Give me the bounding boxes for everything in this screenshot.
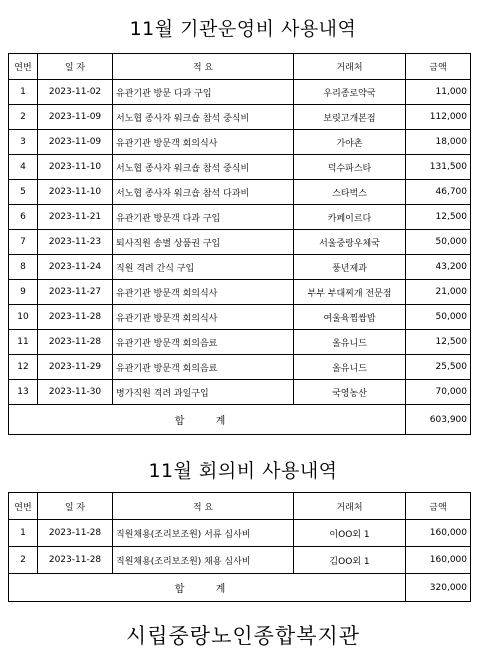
row-description: 유관기관 방문객 회의식사 (113, 130, 294, 155)
row-date: 2023-11-02 (38, 80, 113, 105)
row-date: 2023-11-30 (38, 380, 113, 405)
row-date: 2023-11-28 (38, 547, 113, 574)
row-vendor: 이OO외 1 (294, 520, 406, 547)
row-description: 서노협 종사자 워크숍 참석 다과비 (113, 180, 294, 205)
row-number: 7 (9, 230, 38, 255)
organization-name: 시립중랑노인종합복지관 (125, 624, 361, 648)
meeting-expenses-table (8, 492, 471, 602)
row-amount: 11,000 (406, 80, 471, 105)
row-vendor: 국영농산 (294, 380, 406, 405)
row-description: 유관기관 방문객 회의음료 (113, 330, 294, 355)
column-header-date: 일 자 (38, 54, 113, 80)
row-vendor: 서울중랑우체국 (294, 230, 406, 255)
column-header-description: 적 요 (113, 54, 294, 80)
row-vendor: 여울육찜쌈밥 (294, 305, 406, 330)
table-row (9, 80, 471, 105)
table-row (9, 130, 471, 155)
row-date: 2023-11-23 (38, 230, 113, 255)
table-row (9, 305, 471, 330)
row-number: 1 (9, 520, 38, 547)
row-description: 직원 격려 간식 구입 (113, 255, 294, 280)
row-number: 9 (9, 280, 38, 305)
row-number: 6 (9, 205, 38, 230)
row-vendor: 올유니드 (294, 355, 406, 380)
row-amount: 112,000 (406, 105, 471, 130)
column-header-vendor: 거래처 (294, 54, 406, 80)
row-number: 10 (9, 305, 38, 330)
table-row (9, 105, 471, 130)
column-header-amount: 금액 (406, 493, 471, 520)
row-vendor: 가야촌 (294, 130, 406, 155)
row-description: 병가직원 격려 과일구입 (113, 380, 294, 405)
column-header-no: 연번 (9, 54, 38, 80)
row-description: 유관기관 방문 다과 구입 (113, 80, 294, 105)
operating-expenses-rows (9, 80, 471, 405)
table-header-row (9, 493, 471, 520)
row-vendor: 덕수파스타 (294, 155, 406, 180)
row-number: 5 (9, 180, 38, 205)
operating-expenses-table (8, 53, 471, 435)
table-row (9, 280, 471, 305)
table-row (9, 230, 471, 255)
row-number: 4 (9, 155, 38, 180)
row-amount: 70,000 (406, 380, 471, 405)
row-description: 서노협 종사자 워크숍 참석 중식비 (113, 105, 294, 130)
row-date: 2023-11-24 (38, 255, 113, 280)
total-amount: 320,000 (406, 574, 471, 602)
row-date: 2023-11-28 (38, 330, 113, 355)
row-date: 2023-11-28 (38, 305, 113, 330)
column-header-vendor: 거래처 (294, 493, 406, 520)
row-amount: 43,200 (406, 255, 471, 280)
row-description: 퇴사직원 송별 상품권 구입 (113, 230, 294, 255)
row-vendor: 보릿고개본점 (294, 105, 406, 130)
column-header-description: 적 요 (113, 493, 294, 520)
column-header-no: 연번 (9, 493, 38, 520)
row-vendor: 김OO외 1 (294, 547, 406, 574)
row-number: 13 (9, 380, 38, 405)
table-row (9, 180, 471, 205)
row-amount: 160,000 (406, 547, 471, 574)
table-row (9, 205, 471, 230)
total-row (9, 574, 471, 602)
row-description: 유관기관 방문객 회의식사 (113, 280, 294, 305)
row-date: 2023-11-10 (38, 155, 113, 180)
row-date: 2023-11-27 (38, 280, 113, 305)
row-date: 2023-11-29 (38, 355, 113, 380)
row-date: 2023-11-21 (38, 205, 113, 230)
row-amount: 160,000 (406, 520, 471, 547)
row-amount: 18,000 (406, 130, 471, 155)
row-date: 2023-11-10 (38, 180, 113, 205)
meeting-expenses-rows (9, 520, 471, 574)
row-date: 2023-11-09 (38, 130, 113, 155)
total-amount: 603,900 (406, 405, 471, 435)
row-number: 1 (9, 80, 38, 105)
row-description: 유관기관 방문객 회의음료 (113, 355, 294, 380)
row-vendor: 부부 부대찌개 전문점 (294, 280, 406, 305)
row-description: 서노협 종사자 워크숍 참석 중식비 (113, 155, 294, 180)
row-vendor: 우리종로약국 (294, 80, 406, 105)
column-header-amount: 금액 (406, 54, 471, 80)
row-vendor: 카페이르다 (294, 205, 406, 230)
row-number: 2 (9, 547, 38, 574)
row-amount: 25,500 (406, 355, 471, 380)
table-header-row (9, 54, 471, 80)
row-number: 3 (9, 130, 38, 155)
table-row (9, 330, 471, 355)
section-title-operating-expenses: 11월 기관운영비 사용내역 (129, 18, 357, 40)
total-row (9, 405, 471, 435)
row-description: 직원채용(조리보조원) 채용 심사비 (113, 547, 294, 574)
table-row (9, 380, 471, 405)
table-row (9, 155, 471, 180)
table-row (9, 255, 471, 280)
row-amount: 12,500 (406, 205, 471, 230)
row-vendor: 스타벅스 (294, 180, 406, 205)
row-description: 유관기관 방문객 다과 구입 (113, 205, 294, 230)
row-description: 유관기관 방문객 회의식사 (113, 305, 294, 330)
row-amount: 50,000 (406, 305, 471, 330)
table-row (9, 355, 471, 380)
row-amount: 50,000 (406, 230, 471, 255)
row-amount: 12,500 (406, 330, 471, 355)
column-header-date: 일 자 (38, 493, 113, 520)
row-number: 8 (9, 255, 38, 280)
row-amount: 46,700 (406, 180, 471, 205)
section-title-meeting-expenses: 11월 회의비 사용내역 (148, 460, 338, 482)
table-row (9, 520, 471, 547)
total-label: 합 계 (9, 574, 406, 602)
row-number: 11 (9, 330, 38, 355)
row-date: 2023-11-09 (38, 105, 113, 130)
row-description: 직원채용(조리보조원) 서류 심사비 (113, 520, 294, 547)
row-amount: 21,000 (406, 280, 471, 305)
row-vendor: 올유니드 (294, 330, 406, 355)
total-label: 합 계 (9, 405, 406, 435)
row-date: 2023-11-28 (38, 520, 113, 547)
row-number: 2 (9, 105, 38, 130)
row-amount: 131,500 (406, 155, 471, 180)
row-vendor: 풍년제과 (294, 255, 406, 280)
table-row (9, 547, 471, 574)
row-number: 12 (9, 355, 38, 380)
